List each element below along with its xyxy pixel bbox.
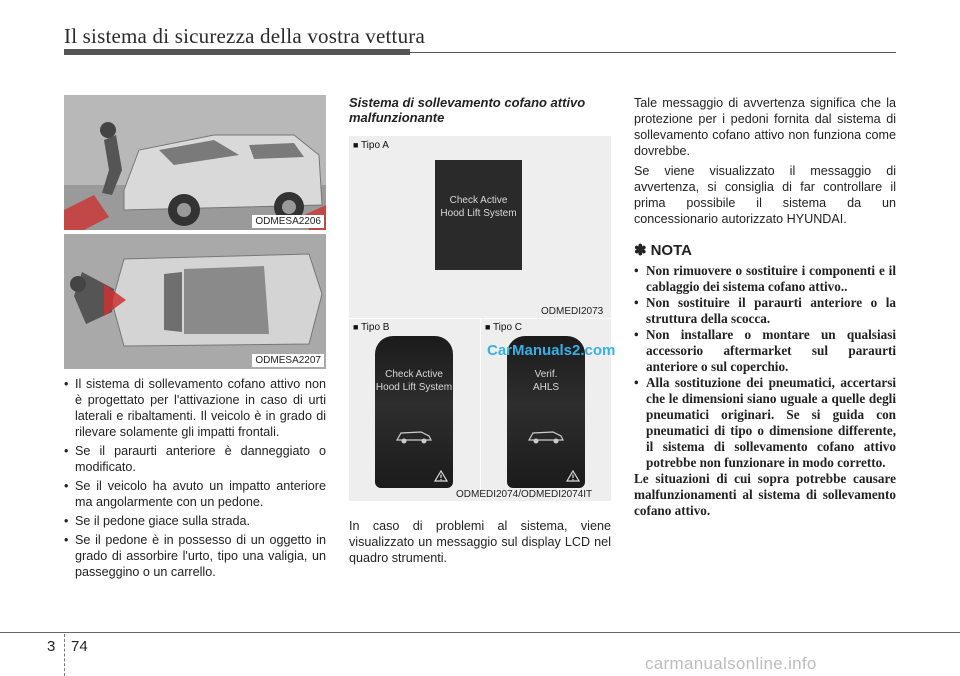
- lcd-message-line2: Hood Lift System: [375, 382, 453, 393]
- section-number: 3: [47, 638, 56, 655]
- nota-title: NOTA: [650, 242, 692, 259]
- panel-b-label: ■ Tipo B: [353, 322, 389, 333]
- header-bar: [64, 49, 410, 55]
- bullet-item: • Se il paraurti anteriore è danneggiato o modificato.: [64, 443, 326, 475]
- pedestrian-topview-photo: [64, 234, 326, 369]
- nota-conclusion: Le situazioni di cui sopra potrebbe causare malfunzionamenti al sistema di sollevamento cofano attivo.: [634, 471, 896, 518]
- nota-item: • Non installare o montare un qualsiasi accessorio aftermarket sul paraurti anteriore o sul coperchio.: [634, 327, 896, 375]
- car-icon: [395, 428, 433, 444]
- bullet-item: • Se il pedone giace sulla strada.: [64, 513, 326, 529]
- nota-star-icon: ✽: [634, 242, 647, 259]
- lcd-message-line1: Verif.: [534, 369, 558, 380]
- middle-paragraph: In caso di problemi al sistema, viene visualizzato un messaggio sul display LCD nel quadro strumenti.: [349, 519, 611, 565]
- right-column: [634, 95, 896, 519]
- footer-rule: [0, 632, 960, 633]
- nota-item: • Non rimuovere o sostituire i componenti e il cablaggio dei sistema cofano attivo..: [634, 263, 896, 295]
- nota-item: • Alla sostituzione dei pneumatici, accertarsi che le dimensioni siano uguale a quelle degli pneumatici originari. Se si guida con pneumatici di tipo o dimensione differente, il sistema di sollevamento cofano attivo potrebbe non funzionare in modo corretto.: [634, 375, 896, 471]
- right-paragraph-2: Se viene visualizzato il messaggio di avvertenza, si consiglia di far controllare il prima possibile il sistema da un concessionario autorizzato HYUNDAI.: [634, 164, 896, 226]
- lcd-message-line2: Hood Lift System: [440, 208, 517, 219]
- footer-divider: [64, 634, 66, 676]
- lcd-display-a: [435, 160, 522, 270]
- lcd-message-line1: Check Active: [449, 195, 508, 206]
- site-watermark: carmanualsonline.info: [645, 654, 817, 673]
- image-code: ODMESA2207: [252, 354, 324, 367]
- overlay-watermark: CarManuals2.com: [487, 342, 616, 359]
- left-bullet-list: [64, 376, 326, 583]
- nota-list: [634, 263, 896, 519]
- panel-c-label: ■ Tipo C: [485, 322, 522, 333]
- right-paragraph-1: Tale messaggio di avvertenza significa che la protezione per i pedoni fornita dal sistema di sollevamento cofano attivo non funziona come dovrebbe.: [634, 96, 896, 158]
- bullet-item: • Il sistema di sollevamento cofano attivo non è progettato per l'attivazione in caso di urti laterali e ribaltamenti. Il veicolo è in grado di rilevare solamente gli impatti frontali.: [64, 376, 326, 440]
- bullet-item: • Se il veicolo ha avuto un impatto anteriore ma angolarmente con un pedone.: [64, 478, 326, 510]
- lcd-display-b: [375, 336, 453, 488]
- nota-heading: [634, 243, 896, 259]
- panel-bc-code: ODMEDI2074/ODMEDI2074IT: [456, 489, 593, 500]
- warning-icon: [434, 470, 448, 482]
- lcd-message-line1: Check Active: [385, 369, 443, 380]
- nota-item: • Non sostituire il paraurti anteriore o la struttura della scocca.: [634, 295, 896, 327]
- header-rule: [410, 52, 896, 53]
- warning-icon: [566, 470, 580, 482]
- section-subtitle: Sistema di sollevamento cofano attivo malfunzionante: [349, 95, 586, 125]
- page-number: 74: [71, 638, 88, 655]
- car-icon: [527, 428, 565, 444]
- pedestrian-impact-photo: [64, 95, 326, 230]
- panel-a-code: ODMEDI2073: [541, 306, 604, 317]
- bullet-item: • Se il pedone è in possesso di un oggetto in grado di assorbire l'urto, tipo una valigia, un passeggino o un carrello.: [64, 532, 326, 580]
- lcd-message-line2: AHLS: [532, 382, 560, 393]
- page-header-title: Il sistema di sicurezza della vostra vettura: [64, 24, 425, 48]
- panel-a-label: ■ Tipo A: [353, 140, 389, 151]
- image-code: ODMESA2206: [252, 215, 324, 228]
